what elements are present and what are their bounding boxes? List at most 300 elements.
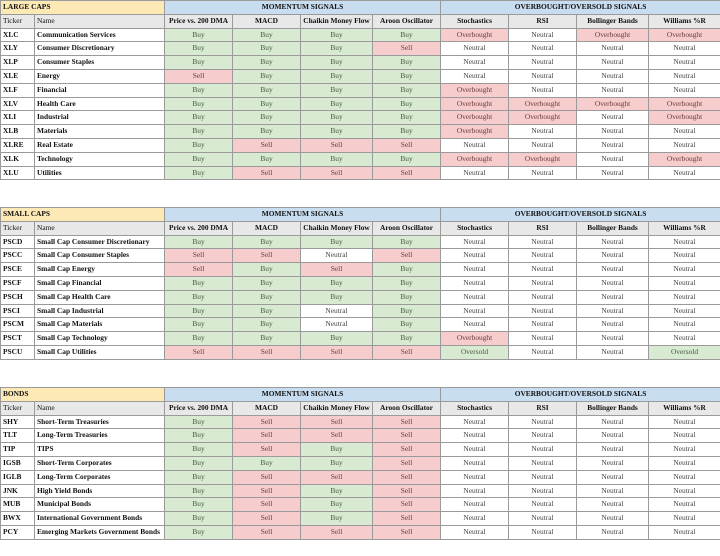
- signal-cell: Neutral: [649, 456, 720, 470]
- signal-cell: Sell: [301, 263, 373, 277]
- ticker-cell: XLE: [1, 69, 35, 83]
- signal-cell: Sell: [373, 484, 441, 498]
- signal-cell: Buy: [373, 235, 441, 249]
- signal-cell: Buy: [373, 152, 441, 166]
- signal-cell: Buy: [233, 263, 301, 277]
- name-cell: Small Cap Technology: [35, 332, 165, 346]
- signal-cell: Neutral: [441, 166, 509, 180]
- name-cell: Small Cap Industrial: [35, 304, 165, 318]
- name-cell: Long-Term Treasuries: [35, 429, 165, 443]
- group-header-row: [1, 388, 720, 402]
- signal-cell: Sell: [233, 249, 301, 263]
- signal-cell: Neutral: [441, 456, 509, 470]
- ticker-cell: BWX: [1, 512, 35, 526]
- signal-column-header: MACD: [233, 14, 301, 28]
- ticker-cell: XLRE: [1, 138, 35, 152]
- ticker-cell: XLC: [1, 28, 35, 42]
- signal-cell: Overbought: [441, 125, 509, 139]
- overbought-group-header: OVERBOUGHT/OVERSOLD SIGNALS: [441, 1, 720, 15]
- signal-cell: Neutral: [509, 456, 577, 470]
- signal-column-header: Stochastics: [441, 221, 509, 235]
- ticker-cell: PSCC: [1, 249, 35, 263]
- signal-cell: Buy: [373, 56, 441, 70]
- name-cell: Energy: [35, 69, 165, 83]
- signal-cell: Overbought: [509, 97, 577, 111]
- table-row: [1, 125, 720, 139]
- signal-cell: Neutral: [509, 83, 577, 97]
- signal-cell: Neutral: [509, 443, 577, 457]
- signal-cell: Buy: [301, 484, 373, 498]
- signal-column-header: Chaikin Money Flow: [301, 401, 373, 415]
- signal-cell: Neutral: [649, 512, 720, 526]
- signal-cell: Neutral: [649, 429, 720, 443]
- signal-cell: Neutral: [441, 69, 509, 83]
- signal-cell: Neutral: [441, 443, 509, 457]
- table-row: [1, 332, 720, 346]
- signal-cell: Buy: [301, 28, 373, 42]
- signals-table: [0, 387, 720, 540]
- momentum-group-header: MOMENTUM SIGNALS: [165, 388, 441, 402]
- table-row: [1, 443, 720, 457]
- signal-cell: Neutral: [649, 263, 720, 277]
- name-cell: TIPS: [35, 443, 165, 457]
- ticker-cell: XLI: [1, 111, 35, 125]
- signal-cell: Neutral: [509, 56, 577, 70]
- signal-cell: Neutral: [577, 429, 649, 443]
- signal-cell: Neutral: [509, 525, 577, 539]
- signal-cell: Neutral: [509, 415, 577, 429]
- signal-cell: Neutral: [441, 415, 509, 429]
- signal-cell: Neutral: [441, 235, 509, 249]
- signal-cell: Buy: [165, 525, 233, 539]
- signal-cell: Buy: [233, 125, 301, 139]
- signal-column-header: Williams %R: [649, 221, 720, 235]
- signal-cell: Buy: [165, 443, 233, 457]
- signals-table: [0, 0, 720, 180]
- momentum-group-header: MOMENTUM SIGNALS: [165, 1, 441, 15]
- signal-cell: Neutral: [509, 235, 577, 249]
- signal-cell: Sell: [373, 456, 441, 470]
- signal-cell: Neutral: [649, 525, 720, 539]
- column-header-row: [1, 401, 720, 415]
- signal-cell: Buy: [373, 332, 441, 346]
- signal-cell: Sell: [233, 166, 301, 180]
- signal-cell: Buy: [233, 42, 301, 56]
- signal-column-header: MACD: [233, 221, 301, 235]
- signal-cell: Sell: [373, 525, 441, 539]
- signal-cell: Buy: [301, 125, 373, 139]
- name-cell: Consumer Discretionary: [35, 42, 165, 56]
- signal-cell: Buy: [165, 235, 233, 249]
- signal-cell: Sell: [373, 249, 441, 263]
- ticker-cell: MUB: [1, 498, 35, 512]
- signal-cell: Overbought: [441, 332, 509, 346]
- name-cell: Municipal Bonds: [35, 498, 165, 512]
- table-row: [1, 290, 720, 304]
- signal-cell: Buy: [233, 83, 301, 97]
- signal-column-header: Williams %R: [649, 14, 720, 28]
- signal-cell: Sell: [233, 498, 301, 512]
- name-cell: Small Cap Health Care: [35, 290, 165, 304]
- name-cell: Small Cap Consumer Staples: [35, 249, 165, 263]
- signal-cell: Overbought: [509, 111, 577, 125]
- table-row: [1, 56, 720, 70]
- signal-cell: Sell: [373, 415, 441, 429]
- signal-cell: Sell: [233, 512, 301, 526]
- signal-cell: Buy: [165, 28, 233, 42]
- signal-cell: Neutral: [649, 83, 720, 97]
- table-row: [1, 456, 720, 470]
- signal-cell: Neutral: [577, 56, 649, 70]
- signal-cell: Neutral: [577, 152, 649, 166]
- signal-column-header: Chaikin Money Flow: [301, 14, 373, 28]
- signal-cell: Buy: [165, 470, 233, 484]
- table-row: [1, 111, 720, 125]
- signal-cell: Sell: [165, 345, 233, 359]
- section-title: SMALL CAPS: [1, 208, 165, 222]
- ticker-column-header: Ticker: [1, 401, 35, 415]
- signal-cell: Buy: [301, 69, 373, 83]
- signal-cell: Buy: [373, 83, 441, 97]
- table-row: [1, 318, 720, 332]
- signal-cell: Buy: [165, 125, 233, 139]
- signal-cell: Buy: [165, 290, 233, 304]
- signal-cell: Neutral: [577, 304, 649, 318]
- name-cell: Technology: [35, 152, 165, 166]
- table-row: [1, 97, 720, 111]
- ticker-cell: XLF: [1, 83, 35, 97]
- signal-cell: Buy: [165, 97, 233, 111]
- signal-cell: Buy: [165, 111, 233, 125]
- name-cell: High Yield Bonds: [35, 484, 165, 498]
- signal-column-header: Stochastics: [441, 401, 509, 415]
- signal-cell: Neutral: [441, 470, 509, 484]
- name-cell: Financial: [35, 83, 165, 97]
- name-cell: Small Cap Financial: [35, 276, 165, 290]
- signal-cell: Buy: [373, 290, 441, 304]
- signal-cell: Neutral: [649, 332, 720, 346]
- signal-cell: Neutral: [509, 249, 577, 263]
- signal-cell: Buy: [301, 56, 373, 70]
- signal-cell: Buy: [301, 512, 373, 526]
- signal-cell: Buy: [165, 498, 233, 512]
- signal-cell: Neutral: [649, 276, 720, 290]
- group-header-row: [1, 1, 720, 15]
- signal-cell: Sell: [233, 138, 301, 152]
- signal-cell: Neutral: [441, 263, 509, 277]
- signal-cell: Neutral: [577, 249, 649, 263]
- signal-cell: Neutral: [577, 138, 649, 152]
- name-cell: Consumer Staples: [35, 56, 165, 70]
- signal-cell: Sell: [233, 470, 301, 484]
- signal-cell: Buy: [233, 28, 301, 42]
- signal-cell: Neutral: [441, 484, 509, 498]
- signal-cell: Buy: [165, 456, 233, 470]
- signal-column-header: Bollinger Bands: [577, 221, 649, 235]
- signal-cell: Buy: [301, 152, 373, 166]
- signal-cell: Sell: [373, 498, 441, 512]
- ticker-column-header: Ticker: [1, 221, 35, 235]
- signal-cell: Neutral: [509, 138, 577, 152]
- signal-cell: Buy: [165, 484, 233, 498]
- signal-cell: Neutral: [577, 456, 649, 470]
- signal-cell: Overbought: [441, 97, 509, 111]
- signal-cell: Sell: [373, 443, 441, 457]
- signal-cell: Neutral: [577, 235, 649, 249]
- signal-cell: Neutral: [577, 332, 649, 346]
- table-row: [1, 138, 720, 152]
- signal-cell: Neutral: [509, 345, 577, 359]
- signal-cell: Buy: [373, 111, 441, 125]
- ticker-cell: XLV: [1, 97, 35, 111]
- signal-cell: Sell: [301, 415, 373, 429]
- signal-cell: Neutral: [649, 42, 720, 56]
- signal-cell: Neutral: [509, 42, 577, 56]
- signal-cell: Buy: [373, 69, 441, 83]
- signal-cell: Buy: [233, 304, 301, 318]
- table-row: [1, 83, 720, 97]
- name-cell: Utilities: [35, 166, 165, 180]
- ticker-cell: TLT: [1, 429, 35, 443]
- signal-cell: Neutral: [441, 525, 509, 539]
- ticker-cell: PSCD: [1, 235, 35, 249]
- signal-cell: Neutral: [577, 318, 649, 332]
- signal-cell: Buy: [165, 415, 233, 429]
- signal-cell: Neutral: [649, 484, 720, 498]
- signal-cell: Buy: [373, 318, 441, 332]
- signal-cell: Buy: [165, 138, 233, 152]
- section-title: LARGE CAPS: [1, 1, 165, 15]
- signal-cell: Neutral: [649, 415, 720, 429]
- signal-cell: Buy: [165, 512, 233, 526]
- signal-column-header: Williams %R: [649, 401, 720, 415]
- signal-cell: Sell: [373, 345, 441, 359]
- ticker-cell: PSCE: [1, 263, 35, 277]
- signal-cell: Sell: [233, 525, 301, 539]
- signal-cell: Buy: [373, 28, 441, 42]
- name-cell: Industrial: [35, 111, 165, 125]
- signal-column-header: MACD: [233, 401, 301, 415]
- name-cell: Long-Term Corporates: [35, 470, 165, 484]
- ticker-cell: IGLB: [1, 470, 35, 484]
- signal-cell: Sell: [233, 415, 301, 429]
- signal-cell: Neutral: [649, 498, 720, 512]
- ticker-cell: XLB: [1, 125, 35, 139]
- signal-cell: Sell: [233, 429, 301, 443]
- signal-cell: Buy: [301, 111, 373, 125]
- ticker-cell: IGSB: [1, 456, 35, 470]
- signal-cell: Overbought: [649, 111, 720, 125]
- signal-cell: Neutral: [577, 166, 649, 180]
- signal-cell: Buy: [165, 152, 233, 166]
- table-row: [1, 429, 720, 443]
- signal-cell: Sell: [373, 429, 441, 443]
- signal-cell: Buy: [301, 332, 373, 346]
- signal-cell: Neutral: [577, 290, 649, 304]
- signal-cell: Buy: [233, 318, 301, 332]
- table-row: [1, 249, 720, 263]
- signal-cell: Buy: [233, 290, 301, 304]
- signal-cell: Sell: [165, 263, 233, 277]
- table-row: [1, 235, 720, 249]
- signal-cell: Neutral: [577, 415, 649, 429]
- signal-cell: Oversold: [649, 345, 720, 359]
- signal-column-header: RSI: [509, 401, 577, 415]
- name-column-header: Name: [35, 14, 165, 28]
- signal-cell: Neutral: [577, 498, 649, 512]
- signal-cell: Neutral: [441, 429, 509, 443]
- signal-cell: Neutral: [577, 484, 649, 498]
- signal-column-header: Bollinger Bands: [577, 401, 649, 415]
- signal-cell: Buy: [233, 97, 301, 111]
- signal-cell: Neutral: [301, 249, 373, 263]
- signal-cell: Neutral: [649, 125, 720, 139]
- signal-cell: Overbought: [441, 28, 509, 42]
- signal-column-header: Price vs. 200 DMA: [165, 14, 233, 28]
- signal-cell: Neutral: [301, 304, 373, 318]
- signal-cell: Buy: [373, 125, 441, 139]
- signal-cell: Buy: [233, 235, 301, 249]
- signal-cell: Neutral: [441, 276, 509, 290]
- table-row: [1, 276, 720, 290]
- signals-table: [0, 207, 720, 360]
- ticker-cell: XLU: [1, 166, 35, 180]
- signal-column-header: Aroon Oscillator: [373, 221, 441, 235]
- signal-cell: Sell: [301, 166, 373, 180]
- signal-cell: Neutral: [441, 290, 509, 304]
- signal-cell: Neutral: [577, 512, 649, 526]
- signal-cell: Overbought: [649, 152, 720, 166]
- name-cell: Small Cap Energy: [35, 263, 165, 277]
- signal-cell: Neutral: [577, 83, 649, 97]
- signal-cell: Buy: [165, 276, 233, 290]
- signal-cell: Buy: [165, 56, 233, 70]
- column-header-row: [1, 221, 720, 235]
- ticker-cell: PSCI: [1, 304, 35, 318]
- signal-cell: Buy: [301, 498, 373, 512]
- ticker-cell: XLP: [1, 56, 35, 70]
- signal-cell: Neutral: [649, 290, 720, 304]
- signal-cell: Sell: [301, 470, 373, 484]
- signal-cell: Neutral: [509, 276, 577, 290]
- signal-cell: Neutral: [577, 42, 649, 56]
- table-row: [1, 345, 720, 359]
- signal-column-header: Price vs. 200 DMA: [165, 221, 233, 235]
- signal-cell: Neutral: [649, 56, 720, 70]
- ticker-cell: PSCF: [1, 276, 35, 290]
- signal-cell: Neutral: [509, 512, 577, 526]
- signal-cell: Sell: [301, 525, 373, 539]
- signal-cell: Neutral: [509, 332, 577, 346]
- signal-cell: Buy: [301, 235, 373, 249]
- signal-cell: Neutral: [441, 304, 509, 318]
- signal-cell: Overbought: [441, 111, 509, 125]
- name-cell: Communication Services: [35, 28, 165, 42]
- ticker-cell: PCY: [1, 525, 35, 539]
- name-column-header: Name: [35, 401, 165, 415]
- name-cell: Small Cap Consumer Discretionary: [35, 235, 165, 249]
- group-header-row: [1, 208, 720, 222]
- signal-column-header: Aroon Oscillator: [373, 401, 441, 415]
- signal-cell: Overbought: [649, 28, 720, 42]
- signal-cell: Neutral: [509, 484, 577, 498]
- signal-cell: Neutral: [509, 28, 577, 42]
- signal-cell: Sell: [373, 42, 441, 56]
- signal-cell: Neutral: [509, 263, 577, 277]
- name-cell: Small Cap Utilities: [35, 345, 165, 359]
- signal-cell: Sell: [165, 249, 233, 263]
- signal-cell: Buy: [373, 276, 441, 290]
- signal-cell: Neutral: [577, 470, 649, 484]
- table-row: [1, 263, 720, 277]
- ticker-cell: PSCU: [1, 345, 35, 359]
- signal-cell: Buy: [165, 304, 233, 318]
- table-row: [1, 470, 720, 484]
- signal-cell: Buy: [373, 97, 441, 111]
- signal-cell: Sell: [301, 345, 373, 359]
- table-row: [1, 42, 720, 56]
- ticker-cell: PSCT: [1, 332, 35, 346]
- signal-cell: Buy: [165, 318, 233, 332]
- name-cell: International Government Bonds: [35, 512, 165, 526]
- name-cell: Short-Term Corporates: [35, 456, 165, 470]
- signal-cell: Buy: [373, 304, 441, 318]
- signal-column-header: Bollinger Bands: [577, 14, 649, 28]
- signal-cell: Sell: [373, 166, 441, 180]
- signal-cell: Buy: [301, 456, 373, 470]
- signal-column-header: RSI: [509, 221, 577, 235]
- signal-cell: Buy: [301, 83, 373, 97]
- name-cell: Health Care: [35, 97, 165, 111]
- name-cell: Short-Term Treasuries: [35, 415, 165, 429]
- signal-cell: Neutral: [649, 69, 720, 83]
- signal-cell: Buy: [301, 42, 373, 56]
- signal-cell: Neutral: [441, 512, 509, 526]
- signal-cell: Neutral: [649, 304, 720, 318]
- name-column-header: Name: [35, 221, 165, 235]
- name-cell: Materials: [35, 125, 165, 139]
- table-row: [1, 512, 720, 526]
- signal-cell: Neutral: [577, 111, 649, 125]
- overbought-group-header: OVERBOUGHT/OVERSOLD SIGNALS: [441, 388, 720, 402]
- signal-cell: Neutral: [577, 263, 649, 277]
- signal-cell: Neutral: [509, 470, 577, 484]
- momentum-group-header: MOMENTUM SIGNALS: [165, 208, 441, 222]
- signal-cell: Neutral: [577, 125, 649, 139]
- signal-cell: Buy: [233, 276, 301, 290]
- ticker-cell: XLK: [1, 152, 35, 166]
- signal-cell: Buy: [373, 263, 441, 277]
- table-row: [1, 69, 720, 83]
- signal-cell: Neutral: [301, 318, 373, 332]
- signal-column-header: RSI: [509, 14, 577, 28]
- signal-cell: Buy: [301, 290, 373, 304]
- table-row: [1, 498, 720, 512]
- signal-cell: Buy: [233, 56, 301, 70]
- signal-cell: Overbought: [577, 28, 649, 42]
- signal-cell: Buy: [165, 429, 233, 443]
- signal-cell: Neutral: [649, 318, 720, 332]
- table-row: [1, 28, 720, 42]
- signal-cell: Neutral: [441, 249, 509, 263]
- signal-cell: Neutral: [509, 318, 577, 332]
- signal-cell: Overbought: [509, 152, 577, 166]
- column-header-row: [1, 14, 720, 28]
- signal-cell: Buy: [233, 152, 301, 166]
- signal-cell: Buy: [301, 443, 373, 457]
- signal-cell: Neutral: [441, 42, 509, 56]
- ticker-cell: SHY: [1, 415, 35, 429]
